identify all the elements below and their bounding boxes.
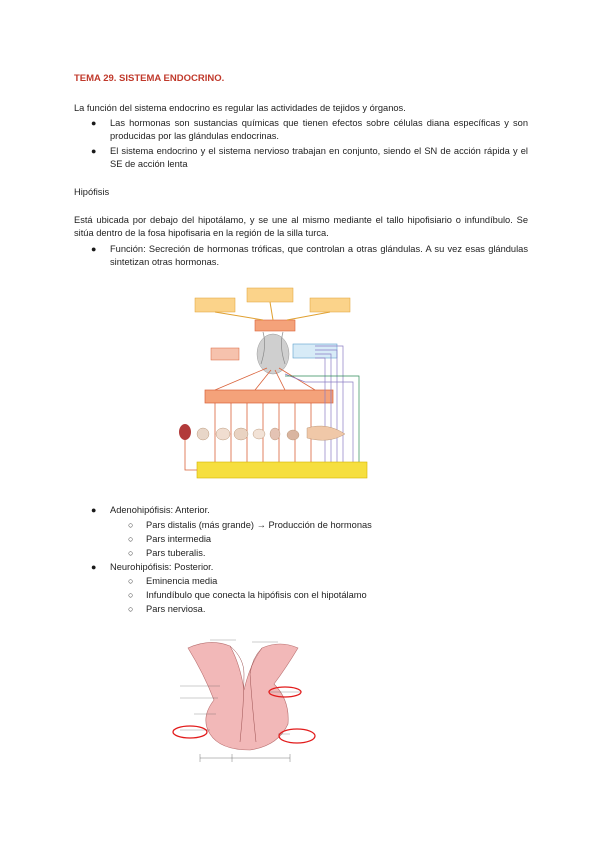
neuro-item-eminencia-media: Eminencia media xyxy=(146,576,218,586)
adeno-item-pars-intermedia: Pars intermedia xyxy=(146,534,212,544)
bullet-icon: ● xyxy=(91,244,97,254)
nervous-input-box-center xyxy=(247,288,293,302)
target-effects-box xyxy=(197,462,367,478)
sub-bullet-icon: ○ xyxy=(128,590,134,600)
hipofisis-paragraph: Está ubicada por debajo del hipotálamo, y se une al mismo mediante el tallo hipofisiario o infundíbulo. Se sitúa dentro de la fosa hipofisaria en la región de la silla turca. xyxy=(74,215,528,238)
intro-paragraph: La función del sistema endocrino es regular las actividades de tejidos y órganos. xyxy=(74,103,406,113)
nervous-input-box-left xyxy=(195,298,235,312)
bullet-icon: ● xyxy=(91,118,97,128)
page-title: TEMA 29. SISTEMA ENDOCRINO. xyxy=(74,73,225,84)
hypothalamus-box xyxy=(255,320,295,331)
section-heading-hipofisis: Hipófisis xyxy=(74,187,110,197)
nervous-input-box-right xyxy=(310,298,350,312)
adenohipofisis-label: Adenohipófisis: Anterior. xyxy=(110,505,210,515)
bullet-icon: ● xyxy=(91,505,97,515)
neuro-item-infundibulo: Infundíbulo que conecta la hipófisis con el hipotálamo xyxy=(146,590,367,600)
tropic-hormones-box xyxy=(205,390,333,403)
hormone-control-diagram xyxy=(175,284,371,482)
sub-bullet-icon: ○ xyxy=(128,534,134,544)
funcion-bullet: Función: Secreción de hormonas tróficas, que controlan a otras glándulas. A su vez esas glándulas sintetizan otras hormonas. xyxy=(110,244,528,267)
sub-bullet-icon: ○ xyxy=(128,604,134,614)
anterior-pituitary-box xyxy=(211,348,239,360)
sub-bullet-icon: ○ xyxy=(128,548,134,558)
bullet-icon: ● xyxy=(91,562,97,572)
neurohipofisis-label: Neurohipófisis: Posterior. xyxy=(110,562,214,572)
sub-bullet-icon: ○ xyxy=(128,576,134,586)
adeno-item-pars-tuberalis: Pars tuberalis. xyxy=(146,548,206,558)
neuro-item-pars-nerviosa: Pars nerviosa. xyxy=(146,604,206,614)
adeno-item-pars-distalis: Pars distalis (más grande) → Producción de hormonas xyxy=(146,520,372,530)
intro-bullet-sn-se: El sistema endocrino y el sistema nervioso trabajan en conjunto, siendo el SN de acción rápida y el SE de acción lenta xyxy=(110,146,528,169)
intro-bullet-hormonas: Las hormonas son sustancias químicas que tienen efectos sobre células diana específicas y son producidas por las glándulas endocrinas. xyxy=(110,118,528,141)
bullet-icon: ● xyxy=(91,146,97,156)
pituitary-anatomy-diagram xyxy=(170,634,320,769)
sub-bullet-icon: ○ xyxy=(128,520,134,530)
pituitary-drawing xyxy=(257,334,289,374)
